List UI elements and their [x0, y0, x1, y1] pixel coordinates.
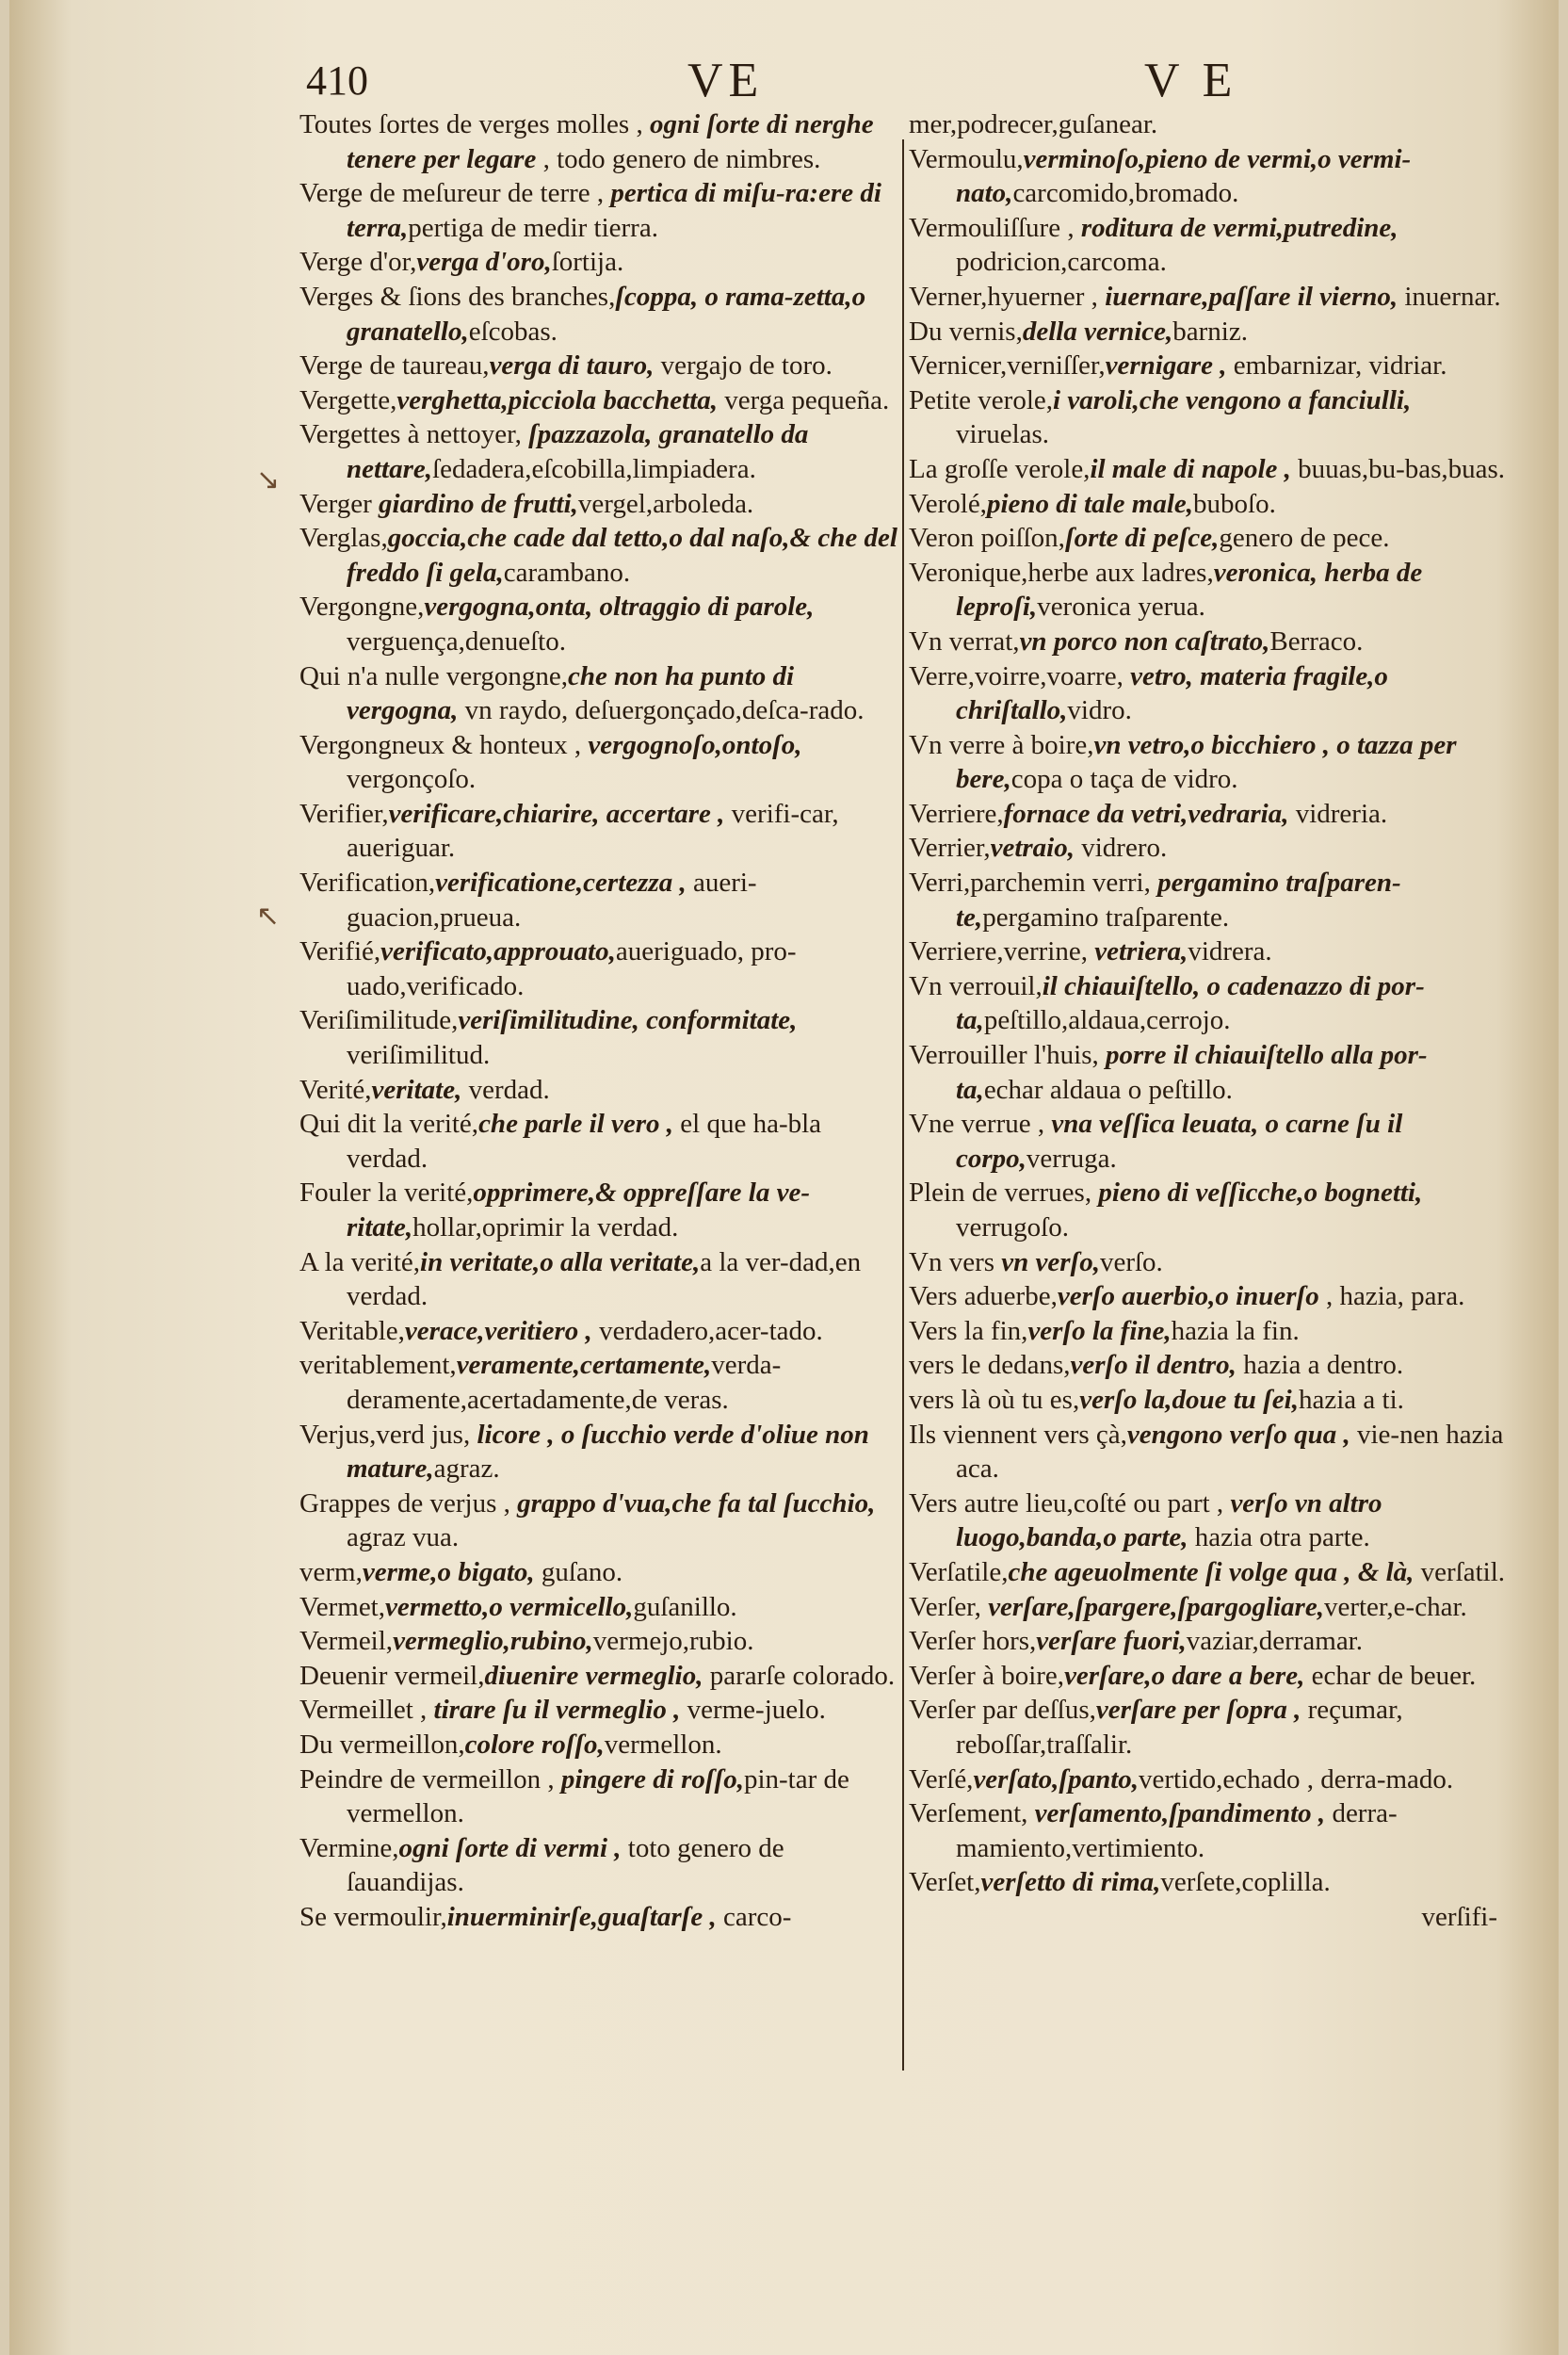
italian-gloss: che non ha punto di vergogna,: [347, 660, 795, 726]
spanish-gloss: embarnizar, vidriar.: [1226, 350, 1447, 382]
italian-gloss: vermetto,o vermicello,: [385, 1591, 634, 1622]
italian-gloss: fornace da vetri,vedraria,: [1003, 798, 1289, 829]
italian-gloss: vernigare ,: [1105, 350, 1227, 382]
french-headword: Vergongneux & honteux ,: [299, 729, 589, 760]
spanish-gloss: viruelas.: [956, 419, 1050, 450]
italian-gloss: verſare,o dare a bere,: [1064, 1660, 1305, 1691]
italian-gloss: vn porco non caſtrato,: [1019, 625, 1270, 657]
dictionary-entry: [909, 315, 1507, 349]
spanish-gloss: aueri-guacion,prueua.: [347, 868, 757, 933]
dictionary-entry: [909, 1796, 1507, 1865]
french-headword: verm,: [299, 1556, 363, 1587]
dictionary-entry: [299, 417, 902, 486]
italian-gloss: che ageuolmente ſi volge qua , & là,: [1008, 1556, 1414, 1587]
french-headword: Verifié,: [299, 936, 381, 967]
italian-gloss: verſetto di rima,: [980, 1867, 1161, 1898]
dictionary-entry: [299, 728, 902, 797]
dictionary-entry: [299, 245, 902, 280]
dictionary-entry: [909, 969, 1507, 1038]
italian-gloss: pergamino traſparen-te,: [956, 868, 1401, 933]
italian-gloss: ogni ſorte di vermi ,: [398, 1832, 622, 1863]
dictionary-entry: [909, 1314, 1507, 1349]
french-headword: Verſer hors,: [909, 1626, 1037, 1657]
french-headword: Ils viennent vers çà,: [909, 1419, 1127, 1450]
french-headword: veritablement,: [299, 1350, 457, 1381]
dictionary-entry: [299, 1245, 902, 1314]
spanish-gloss: vergonçoſo.: [347, 764, 477, 795]
spanish-gloss: buuas,bu-bas,buas.: [1290, 453, 1506, 484]
right-column-heading: V E: [1144, 54, 1238, 107]
italian-gloss: verga d'oro,: [416, 247, 552, 278]
french-headword: Vergette,: [299, 384, 397, 415]
dictionary-entry: [299, 1555, 902, 1590]
dictionary-entry: [299, 349, 902, 383]
spanish-gloss: ſedadera,eſcobilla,limpiadera.: [432, 453, 756, 484]
spanish-gloss: verſo.: [1099, 1246, 1163, 1277]
french-headword: Fouler la verité,: [299, 1178, 474, 1209]
spanish-gloss: veronica yerua.: [1037, 592, 1205, 623]
dictionary-entry: [299, 383, 902, 418]
italian-gloss: roditura de vermi,putredine,: [1080, 212, 1398, 243]
french-headword: vers là où tu es,: [909, 1384, 1080, 1415]
italian-gloss: vetriera,: [1094, 936, 1188, 967]
italian-gloss: verga di tauro,: [489, 350, 655, 382]
dictionary-page: [9, 0, 1559, 2355]
italian-gloss: verſo il dentro,: [1070, 1350, 1237, 1381]
french-headword: La groſſe verole,: [909, 453, 1091, 484]
italian-gloss: il chiauiſtello, o cadenazzo di por-ta,: [956, 970, 1425, 1036]
italian-gloss: diuenire vermeglio,: [484, 1660, 703, 1691]
italian-gloss: verſo auerbio,o inuerſo: [1057, 1281, 1319, 1312]
dictionary-entry: [299, 487, 902, 522]
french-headword: Deuenir vermeil,: [299, 1660, 485, 1691]
french-headword: Verrier,: [909, 833, 991, 864]
italian-gloss: pertica di miſu-ra:ere di terra,: [347, 178, 881, 243]
dictionary-entry: [299, 1418, 902, 1486]
dictionary-entry: [909, 521, 1507, 556]
spanish-gloss: inuernar.: [1398, 281, 1501, 312]
dictionary-entry: [299, 521, 902, 590]
italian-gloss: iuernare,paſſare il vierno,: [1105, 281, 1398, 312]
spanish-gloss: vermejo,rubio.: [592, 1626, 754, 1657]
french-headword: Plein de verrues,: [909, 1178, 1099, 1209]
dictionary-entry: [299, 1728, 902, 1762]
dictionary-entry: [909, 728, 1507, 797]
spanish-gloss: ſortija.: [551, 247, 624, 278]
italian-gloss: che parle il vero ,: [478, 1109, 674, 1140]
dictionary-entry: [909, 1176, 1507, 1244]
page-number: 410: [306, 57, 368, 104]
spanish-gloss: verme-juelo.: [680, 1695, 826, 1726]
dictionary-entry: [909, 1418, 1507, 1486]
dictionary-entry: [909, 1245, 1507, 1280]
spanish-gloss: copa o taça de vidro.: [1010, 764, 1238, 795]
french-headword: Qui n'a nulle vergongne,: [299, 660, 568, 691]
spanish-gloss: pin-tar de vermellon.: [347, 1763, 849, 1829]
spanish-gloss: eſcobas.: [468, 316, 558, 347]
spanish-gloss: el que ha-bla verdad.: [347, 1109, 822, 1174]
dictionary-entry: [909, 625, 1507, 659]
french-headword: Verſatile,: [909, 1556, 1009, 1587]
italian-gloss: verſo vn altro luogo,banda,o parte,: [956, 1487, 1382, 1553]
italian-gloss: vengono verſo qua ,: [1126, 1419, 1350, 1450]
dictionary-entry: [299, 1486, 902, 1555]
spanish-gloss: , todo genero de nimbres.: [536, 143, 821, 174]
dictionary-entry: [909, 1762, 1507, 1797]
french-headword: Se vermoulir,: [299, 1901, 447, 1932]
dictionary-entry: [299, 1831, 902, 1900]
dictionary-entry: [299, 1073, 902, 1108]
left-column-heading: VE: [687, 54, 765, 107]
dictionary-entry: [909, 383, 1507, 452]
dictionary-entry: [909, 1348, 1507, 1383]
spanish-gloss: pertiga de medir tierra.: [408, 212, 658, 243]
spanish-gloss: reçumar, reboſſar,traſſalir.: [956, 1695, 1403, 1760]
french-headword: Vermet,: [299, 1591, 385, 1622]
french-headword: Verolé,: [909, 488, 987, 519]
dictionary-entry: [299, 176, 902, 245]
spanish-gloss: echar aldaua o peſtillo.: [983, 1074, 1233, 1105]
right-column: [909, 107, 1507, 1934]
spanish-gloss: vidrera.: [1188, 936, 1272, 967]
spanish-gloss: echar de beuer.: [1304, 1660, 1477, 1691]
dictionary-entry: [299, 1348, 902, 1417]
italian-gloss: porre il chiauiſtello alla por-ta,: [956, 1040, 1428, 1105]
italian-gloss: in veritate,o alla veritate,: [420, 1246, 701, 1277]
italian-gloss: inuerminirſe,guaſtarſe ,: [446, 1901, 717, 1932]
spanish-gloss: verguença,denueſto.: [347, 625, 566, 657]
spanish-gloss: buboſo.: [1193, 488, 1276, 519]
italian-gloss: vermeglio,rubino,: [393, 1626, 593, 1657]
dictionary-entry: [299, 797, 902, 866]
french-headword: Verge de meſureur de terre ,: [299, 178, 611, 209]
spanish-gloss: vermellon.: [604, 1729, 722, 1760]
spanish-gloss: hazia a dentro.: [1236, 1350, 1404, 1381]
french-headword: Vers la fin,: [909, 1315, 1028, 1346]
dictionary-entry: [909, 280, 1507, 315]
dictionary-entry: [299, 590, 902, 658]
spanish-gloss: vn raydo, deſuergonçado,deſca-rado.: [458, 695, 865, 726]
dictionary-entry: [909, 831, 1507, 866]
dictionary-entry: [299, 1900, 902, 1935]
spanish-gloss: verſatil.: [1414, 1556, 1506, 1587]
margin-mark: ↖: [256, 900, 281, 933]
spanish-gloss: vergajo de toro.: [654, 350, 832, 382]
dictionary-entry: [299, 1659, 902, 1694]
dictionary-entry: [909, 1383, 1507, 1418]
spanish-gloss: carco-: [716, 1901, 792, 1932]
dictionary-entry: [909, 1624, 1507, 1659]
french-headword: Du vermeillon,: [299, 1729, 465, 1760]
italian-gloss: colore roſſo,: [464, 1729, 605, 1760]
french-headword: Verger: [299, 488, 380, 519]
spanish-gloss: verſete,coplilla.: [1160, 1867, 1331, 1898]
spanish-gloss: verda-deramente,acertadamente,de veras.: [347, 1350, 782, 1415]
french-headword: Verſer par deſſus,: [909, 1695, 1096, 1726]
continued-entry: mer,podrecer,guſanear.: [909, 109, 1158, 139]
spanish-gloss: genero de pece.: [1219, 523, 1390, 554]
spanish-gloss: vergel,arboleda.: [577, 488, 754, 519]
italian-gloss: veriſimilitudine, conformitate,: [458, 1005, 798, 1036]
italian-gloss: della vernice,: [1022, 316, 1173, 347]
french-headword: Vergettes à nettoyer,: [299, 419, 529, 450]
french-headword: Verge d'or,: [299, 247, 417, 278]
french-headword: Grappes de verjus ,: [299, 1487, 518, 1519]
spanish-gloss: verdad.: [461, 1074, 550, 1105]
dictionary-entry: [909, 556, 1507, 625]
french-headword: Vernicer,verniſſer,: [909, 350, 1106, 382]
dictionary-entry: [299, 1762, 902, 1831]
spanish-gloss: guſano.: [534, 1556, 623, 1587]
italian-gloss: verificato,approuato,: [380, 936, 616, 967]
catchword: verſifi-: [1421, 1901, 1497, 1932]
dictionary-entry: [909, 452, 1507, 487]
french-headword: Petite verole,: [909, 384, 1054, 415]
dictionary-entry: [909, 1279, 1507, 1314]
dictionary-entry: [299, 1003, 902, 1072]
french-headword: Du vernis,: [909, 316, 1023, 347]
french-headword: Vermeil,: [299, 1626, 394, 1657]
italian-gloss: opprimere,& oppreſſare la ve-ritate,: [347, 1178, 810, 1242]
italian-gloss: ſorte di peſce,: [1064, 523, 1220, 554]
italian-gloss: verſare fuori,: [1036, 1626, 1187, 1657]
french-headword: Verrouiller l'huis,: [909, 1040, 1106, 1071]
french-headword: Verges & ſions des branches,: [299, 281, 616, 312]
spanish-gloss: peſtillo,aldaua,cerrojo.: [983, 1005, 1231, 1036]
dictionary-entry: [909, 1486, 1507, 1555]
french-headword: Verſet,: [909, 1867, 981, 1898]
italian-gloss: pieno di tale male,: [986, 488, 1194, 519]
french-headword: Toutes ſortes de verges molles ,: [299, 109, 650, 139]
dictionary-entry: [909, 487, 1507, 522]
french-headword: vers le dedans,: [909, 1350, 1071, 1381]
french-headword: Verité,: [299, 1074, 372, 1105]
french-headword: Verri,parchemin verri,: [909, 868, 1158, 899]
french-headword: Vers aduerbe,: [909, 1281, 1058, 1312]
spanish-gloss: hazia la fin.: [1171, 1315, 1300, 1346]
italian-gloss: verificare,chiarire, accertare ,: [388, 798, 725, 829]
italian-gloss: verſato,ſpanto,: [973, 1763, 1140, 1795]
spanish-gloss: hazia a ti.: [1298, 1384, 1404, 1415]
spanish-gloss: pararſe colorado.: [703, 1660, 896, 1691]
italian-gloss: i varoli,che vengono a fanciulli,: [1053, 384, 1412, 415]
italian-gloss: verace,veritiero ,: [404, 1315, 592, 1346]
spanish-gloss: agraz.: [433, 1454, 500, 1485]
spanish-gloss: vidreria.: [1288, 798, 1388, 829]
french-headword: Vermoulu,: [909, 143, 1024, 174]
italian-gloss: veramente,certamente,: [456, 1350, 712, 1381]
spanish-gloss: pergamino traſparente.: [982, 901, 1230, 933]
french-headword: Verſer,: [909, 1591, 989, 1622]
spanish-gloss: verter,e-char.: [1323, 1591, 1467, 1622]
dictionary-entry: [299, 934, 902, 1003]
french-headword: Verjus,verd jus,: [299, 1419, 477, 1450]
dictionary-entry: [909, 1038, 1507, 1107]
italian-gloss: vn verſo,: [1001, 1246, 1100, 1277]
french-headword: Verifier,: [299, 798, 389, 829]
dictionary-entry: [909, 797, 1507, 832]
french-headword: Verification,: [299, 868, 436, 899]
dictionary-entry: [909, 1555, 1507, 1590]
margin-mark: ↘: [256, 463, 281, 496]
italian-gloss: verme,o bigato,: [362, 1556, 535, 1587]
french-headword: Vn verre à boire,: [909, 729, 1094, 760]
dictionary-entry: [299, 1314, 902, 1349]
italian-gloss: pingere di roſſo,: [560, 1763, 744, 1795]
dictionary-entry: [299, 280, 902, 349]
italian-gloss: veritate,: [371, 1074, 462, 1105]
dictionary-entry: [299, 107, 902, 176]
spanish-gloss: verga pequeña.: [718, 384, 890, 415]
italian-gloss: ogni ſorte di nerghe tenere per legare: [347, 109, 874, 174]
spanish-gloss: vie-nen hazia aca.: [956, 1419, 1504, 1485]
italian-gloss: verſo la fine,: [1027, 1315, 1172, 1346]
spanish-gloss: carcomido,bromado.: [1012, 178, 1239, 209]
french-headword: Veronique,herbe aux ladres,: [909, 557, 1214, 588]
dictionary-entry: [299, 1693, 902, 1728]
spanish-gloss: agraz vua.: [347, 1522, 460, 1553]
italian-gloss: vergogna,onta, oltraggio di parole,: [424, 592, 815, 623]
spanish-gloss: Berraco.: [1269, 625, 1364, 657]
italian-gloss: verſamento,ſpandimento ,: [1034, 1798, 1326, 1829]
italian-gloss: vn vetro,o bicchiero , o tazza per bere,: [956, 729, 1457, 795]
italian-gloss: veronica, herba de leproſi,: [956, 557, 1423, 623]
italian-gloss: verificatione,certezza ,: [435, 868, 687, 899]
french-headword: Veritable,: [299, 1315, 405, 1346]
italian-gloss: verſare,ſpargere,ſpargogliare,: [988, 1591, 1324, 1622]
french-headword: Verriere,verrine,: [909, 936, 1095, 967]
italian-gloss: ſpazzazola, granatello da nettare,: [347, 419, 809, 484]
italian-gloss: giardino de frutti,: [379, 488, 578, 519]
french-headword: Veron poiſſon,: [909, 523, 1065, 554]
dictionary-entry: [909, 866, 1507, 934]
spanish-gloss: , hazia, para.: [1318, 1281, 1465, 1312]
italian-gloss: ſcoppa, o rama-zetta,o granatello,: [347, 281, 866, 347]
dictionary-entry: [299, 1176, 902, 1244]
italian-gloss: pieno di veſſicche,o bognetti,: [1098, 1178, 1423, 1209]
french-headword: Verriere,: [909, 798, 1004, 829]
spanish-gloss: vertido,echado , derra-mado.: [1139, 1763, 1454, 1795]
spanish-gloss: guſanillo.: [633, 1591, 737, 1622]
french-headword: Verſer à boire,: [909, 1660, 1065, 1691]
french-headword: Verner,hyuerner ,: [909, 281, 1106, 312]
french-headword: Vn verrouil,: [909, 970, 1043, 1001]
spanish-gloss: toto genero de ſauandijas.: [347, 1832, 784, 1898]
french-headword: Qui dit la verité,: [299, 1109, 479, 1140]
italian-gloss: verſo la,doue tu ſei,: [1079, 1384, 1299, 1415]
french-headword: Vers autre lieu,coſté ou part ,: [909, 1487, 1231, 1519]
italian-gloss: verſare per ſopra ,: [1095, 1695, 1301, 1726]
italian-gloss: vergognoſo,ontoſo,: [588, 729, 802, 760]
french-headword: Verre,voirre,voarre,: [909, 660, 1131, 691]
italian-gloss: licore , o ſucchio verde d'oliue non mature,: [347, 1419, 869, 1485]
french-headword: Peindre de vermeillon ,: [299, 1763, 561, 1795]
dictionary-entry: [909, 211, 1507, 280]
french-headword: Verge de taureau,: [299, 350, 490, 382]
french-headword: Verglas,: [299, 523, 388, 554]
spanish-gloss: aueriguado, pro-uado,verificado.: [347, 936, 797, 1001]
italian-gloss: vetraio,: [990, 833, 1075, 864]
left-column: [299, 107, 902, 1934]
dictionary-entry: [909, 1659, 1507, 1694]
french-headword: Verſement,: [909, 1798, 1035, 1829]
spanish-gloss: verdadero,acer-tado.: [591, 1315, 823, 1346]
french-headword: A la verité,: [299, 1246, 421, 1277]
italian-gloss: il male di napole ,: [1090, 453, 1291, 484]
dictionary-entry: [909, 1590, 1507, 1625]
italian-gloss: verghetta,picciola bacchetta,: [396, 384, 719, 415]
italian-gloss: tirare ſu il vermeglio ,: [433, 1695, 681, 1726]
spanish-gloss: verifi-car, aueriguar.: [347, 798, 839, 864]
spanish-gloss: vaziar,derramar.: [1186, 1626, 1363, 1657]
dictionary-entry: [909, 349, 1507, 383]
column-divider: [902, 139, 904, 2071]
spanish-gloss: podricion,carcoma.: [956, 247, 1167, 278]
italian-gloss: grappo d'vua,che fa tal ſucchio,: [517, 1487, 876, 1519]
spanish-gloss: carambano.: [503, 557, 631, 588]
french-headword: Verſé,: [909, 1763, 974, 1795]
spanish-gloss: vidro.: [1067, 695, 1132, 726]
dictionary-entry: [299, 659, 902, 728]
dictionary-entry: [909, 1865, 1507, 1900]
dictionary-entry: [299, 866, 902, 934]
dictionary-entry: [299, 1624, 902, 1659]
dictionary-entry: [909, 1107, 1507, 1176]
italian-gloss: vetro, materia fragile,o chriſtallo,: [956, 660, 1388, 726]
spanish-gloss: derra-mamiento,vertimiento.: [956, 1798, 1398, 1863]
dictionary-entry: [909, 1693, 1507, 1762]
french-headword: Vermeillet ,: [299, 1695, 434, 1726]
italian-gloss: goccia,che cade dal tetto,o dal naſo,& che del freddo ſi gela,: [347, 523, 897, 588]
dictionary-entry: [909, 934, 1507, 969]
french-headword: Vermouliſſure ,: [909, 212, 1081, 243]
french-headword: Vergongne,: [299, 592, 425, 623]
dictionary-entry: [909, 142, 1507, 211]
italian-gloss: verminoſo,pieno de vermi,o vermi-nato,: [956, 143, 1412, 209]
spanish-gloss: hazia otra parte.: [1188, 1522, 1370, 1553]
spanish-gloss: verrugoſo.: [956, 1212, 1069, 1242]
french-headword: Vne verrue ,: [909, 1109, 1052, 1140]
french-headword: Vermine,: [299, 1832, 399, 1863]
french-headword: Vn verrat,: [909, 625, 1020, 657]
spanish-gloss: veriſimilitud.: [347, 1040, 491, 1071]
french-headword: Vn vers: [909, 1246, 1002, 1277]
spanish-gloss: verruga.: [1026, 1143, 1117, 1174]
spanish-gloss: hollar,oprimir la verdad.: [412, 1212, 679, 1242]
dictionary-entry: [299, 1590, 902, 1625]
dictionary-entry: [299, 1107, 902, 1176]
italian-gloss: vna veſſica leuata, o carne ſu il corpo,: [956, 1109, 1403, 1174]
spanish-gloss: vidrero.: [1075, 833, 1168, 864]
french-headword: Veriſimilitude,: [299, 1005, 459, 1036]
spanish-gloss: barniz.: [1172, 316, 1248, 347]
dictionary-entry: [909, 659, 1507, 728]
running-head: [9, 51, 1559, 107]
spanish-gloss: a la ver-dad,en verdad.: [347, 1246, 862, 1312]
